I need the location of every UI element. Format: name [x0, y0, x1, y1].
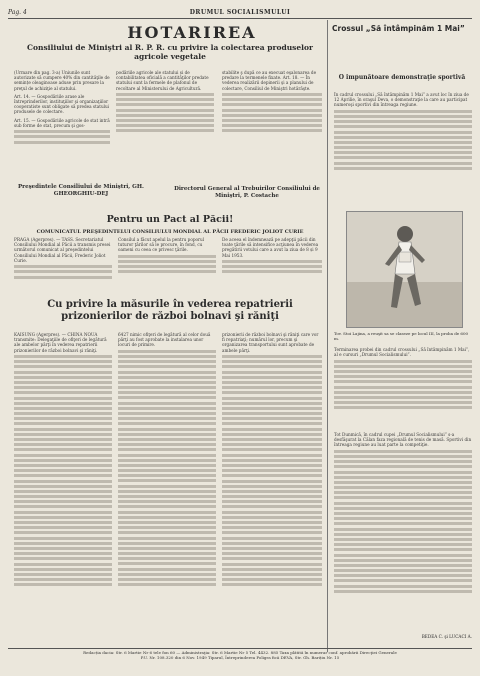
pact-column-1 [14, 237, 112, 295]
cross-paragraph: În cadrul crossului „Să întâmpinăm 1 Mai” a avut loc în ziua de 12 Aprilie, în oraşul Deva, o demonstraţie la care au participat numeroşi sportivi din întreaga regiune. [334, 92, 469, 108]
pact-column-3 [222, 237, 322, 295]
article-title-pact: Pentru un Pact al Păcii! [106, 214, 234, 225]
cross-results [334, 347, 472, 427]
decision-column-3 [222, 70, 322, 182]
signature-right: Directorul General al Trebuirilor Consiliului de Miniştri, P. Costache [174, 186, 320, 199]
decision-column-1 [14, 70, 110, 182]
footer-rule [8, 648, 472, 649]
repatriation-paragraph: 6427 nimic ofiţeri de legătură al celor două părţi au fost aprobate la instalarea unor locuri de primire. [118, 332, 211, 348]
pact-paragraph: PRAGA (Agerpres). — TASS. Secretariatul Consiliului Mondial al Păcii a transmis presei următorul comunicat al preşedintelui Consiliului Mondial al Păcii, Frederic Joliot Curie. [14, 237, 111, 263]
pact-column-2 [118, 237, 216, 295]
tennis-paragraph: Tot Dunmică, în cadrul cupei „Drumul Socialismului” s-a desfăşurat la Călan faza regională de tenis de masă. Sportivi din întreaga regiune au luat parte la competiţie. [334, 432, 472, 448]
column-divider [327, 20, 328, 652]
footer-line-1: Redacția dacia: Str. 6 Martie Nr 6 tele fon 60 — Administraţia: Str. 6 Martie Nr 5 Tel. 4432. 885 Taxa plătită în numerar conf. aprobării Direcţiei Generale [83, 650, 397, 655]
repatriation-column-2 [118, 332, 216, 644]
repatriation-column-1 [14, 332, 112, 644]
article-title-decision: HOTARIREA [127, 23, 257, 42]
pact-paragraph: Consilul a făcut apelul la pentru poporul tuturor ţărilor să le procure, în fond, cu oameni cu ceea ce privesc ţările. [118, 237, 205, 253]
article-subtitle-pact: COMUNICATUL PREŞEDINTELUI CONSILIULUI MONDIAL AL PĂCII FREDERIC JOLIOT CURIE [36, 229, 304, 235]
repatriation-paragraph: KAISUNG (Agerpres). — CHINA NOUA transmite: Delegaţiile de ofiţeri de legătură ale ambelor părţi în vederea repatrierii prizonierilor de război bolnavi şi răniţi. [14, 332, 107, 353]
cross-intro [334, 92, 472, 204]
page-footer [8, 650, 472, 661]
header-rule [8, 18, 472, 19]
article-title-repatriation: Cu privire la măsurile în vederea repatrierii prizonierilor de război bolnavi şi răniţi [47, 299, 293, 322]
repatriation-column-3 [222, 332, 322, 644]
pact-paragraph: De aceea el îndemnează pe adepţii păcii din toate ţările să intensifice acţiunea în vederea pregătirii votului care a avut la ziua de 8 și 9 Mai 1953. [222, 237, 319, 258]
article-author: BEDEA C. şi LUCACI A. [421, 634, 472, 639]
tennis-article [334, 432, 472, 632]
footer-line-2: P.U. Nr. 108.320 din 6 Nov. 1949 Tiparul, Întreprinderea Poligra fică DEVA, Str. Gh. Barițiu Nr. 15 [140, 655, 340, 661]
photo-caption: Tov. Stoi Lajina, a reuşit sa se claseze pe locul III, la proba de 600 m. [334, 331, 469, 341]
signature-left: Preşedintele Consiliului de Miniştri, GH. GHEORGHIU-DEJ [18, 184, 144, 197]
decision-paragraph: stabilite ş după ce au execuat eşalonarea de predare la termenele fixate. Art. 18. — În vederea realizării depinerii şi a planului de colectare, Consiliul de Miniştri hotărăşte. [222, 70, 317, 91]
decision-paragraph: (Urmare din pag. 3-a) Uniunile sunt autorizate să cumpere 40% din cantităţile de semințe oleaginoase aduse prin presare la preţul de achiziţie al statului. [14, 70, 110, 91]
decision-paragraph: Art. 14. — Gospodăriile arase ale întreprinderilor, instituţiilor şi organizaţiilor cooperatiste sunt obligate să predea statului produsele de colectare. [14, 93, 110, 115]
decision-paragraph: podăriile agricole ale statului și de contabilitatea oficială a cantităţilor predate statului sunt la fermele de plafonul de recoltare al Ministerului de Agricultură. [116, 70, 209, 91]
decision-column-2 [116, 70, 214, 182]
article-subtitle-decision: Consiliului de Miniştri al R. P. R. cu privire la colectarea produselor agricole vegetale [27, 43, 313, 61]
cross-paragraph: Terminarea probei din cadrul crossului „Să întâmpinăm 1 Mai”, al e cursuri „Drumul Socialismului”. [334, 347, 470, 358]
newspaper-name: DRUMUL SOCIALISMULUI [189, 8, 291, 16]
page-number: Pag. 4 [8, 8, 27, 16]
article-subtitle-cross: O impunătoare demonstraţie sportivă [338, 74, 466, 81]
runner-photo [346, 211, 463, 328]
repatriation-paragraph: prizonierii de război bolnavi şi răniţi care vor fi repatriaţi; numărul lor, precum şi organizarea transportului sunt aprobate de ambele părţi. [222, 332, 319, 353]
page-header [8, 6, 472, 18]
decision-paragraph: Art. 15. — Gospodăriile agricole de stat intră sub forme de stat, precum şi gos- [14, 117, 110, 128]
article-title-cross: Crossul „Să întâmpinăm 1 Mai” [332, 24, 465, 33]
